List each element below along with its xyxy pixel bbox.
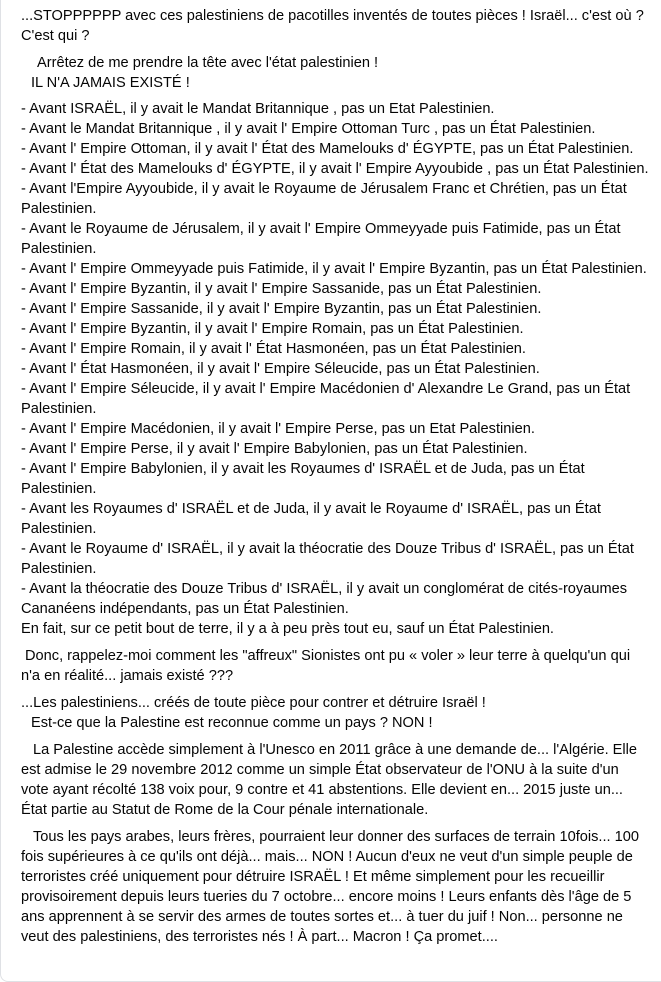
- chronology-item: - Avant ISRAËL, il y avait le Mandat Britannique , pas un Etat Palestinien.: [21, 101, 495, 117]
- chronology-item: - Avant l' Empire Ommeyyade puis Fatimide, il y avait l' Empire Byzantin, pas un État Palestinien.: [21, 261, 647, 277]
- creation-line: Est-ce que la Palestine est reconnue comme un pays ? NON !: [31, 715, 433, 731]
- intro-line: ...STOPPPPPP avec ces palestiniens de pacotilles inventés de toutes pièces ! Israël... c'est où ?: [21, 8, 644, 24]
- unesco-paragraph: La Palestine accède simplement à l'Unesco en 2011 grâce à une demande de... l'Algérie. Elle est admise le 29 novembre 2012 comme un simple État observateur de l'ONU à la suite d'un vote ayant récolté 138 voix pour, 9 contre et 41 abstentions. Elle devient en... 2015 juste un... État partie au Statut de Rome de la Cour pénale internationale.: [21, 742, 638, 818]
- arab-countries-paragraph: Tous les pays arabes, leurs frères, pourraient leur donner des surfaces de terrain 10fois... 100 fois supérieures à ce qu'ils ont déjà... mais... NON ! Aucun d'eux ne veut d'un simple peuple de terroristes créé uniquement pour détruire ISRAËL ! Et même simplement pour les recueillir provisoirement depuis leurs tueries du 7 octobre... encore moins ! Leurs enfants dès l'âge de 5 ans apprennent à se servir des armes de toutes sortes et... à tuer du juif ! Non... personne ne veut des palestiniens, des terroristes nés ! À part... Macron ! Ça promet....: [21, 829, 639, 945]
- stop-paragraph: [21, 53, 649, 93]
- chronology-item: - Avant l' Empire Romain, il y avait l' État Hasmonéen, pas un État Palestinien.: [21, 341, 526, 357]
- chronology-item: - Avant l' Empire Byzantin, il y avait l' Empire Romain, pas un État Palestinien.: [21, 321, 524, 337]
- chronology-item: - Avant l'Empire Ayyoubide, il y avait le Royaume de Jérusalem Franc et Chrétien, pas un État Palestinien.: [21, 181, 627, 217]
- intro-line: C'est qui ?: [21, 28, 90, 44]
- chronology-list: [21, 99, 649, 639]
- chronology-item: - Avant l' Empire Séleucide, il y avait l' Empire Macédonien d' Alexandre Le Grand, pas un État Palestinien.: [21, 381, 631, 417]
- stop-line: IL N'A JAMAIS EXISTÉ !: [31, 75, 190, 91]
- chronology-item: - Avant la théocratie des Douze Tribus d' ISRAËL, il y avait un conglomérat de cités-royaumes Cananéens indépendants, pas un État Palestinien.: [21, 581, 628, 617]
- chronology-item: - Avant l' Empire Byzantin, il y avait l' Empire Sassanide, pas un État Palestinien.: [21, 281, 542, 297]
- chronology-item: - Avant le Royaume d' ISRAËL, il y avait la théocratie des Douze Tribus d' ISRAËL, pas un État Palestinien.: [21, 541, 634, 577]
- chronology-item: - Avant l' Empire Ottoman, il y avait l' État des Mamelouks d' ÉGYPTE, pas un État Palestinien.: [21, 141, 634, 157]
- question-paragraph: Donc, rappelez-moi comment les "affreux" Sionistes ont pu « voler » leur terre à quelqu'un qui n'a en réalité... jamais existé ???: [21, 648, 631, 684]
- chronology-item: - Avant l' Empire Macédonien, il y avait l' Empire Perse, pas un Etat Palestinien.: [21, 421, 535, 437]
- creation-line: ...Les palestiniens... créés de toute pièce pour contrer et détruire Israël !: [21, 695, 486, 711]
- chronology-item: - Avant l' Empire Sassanide, il y avait l' Empire Byzantin, pas un État Palestinien.: [21, 301, 542, 317]
- chronology-item: - Avant le Royaume de Jérusalem, il y avait l' Empire Ommeyyade puis Fatimide, pas un État Palestinien.: [21, 221, 621, 257]
- chronology-item: - Avant l' Empire Perse, il y avait l' Empire Babylonien, pas un État Palestinien.: [21, 441, 528, 457]
- chronology-item: - Avant les Royaumes d' ISRAËL et de Juda, il y avait le Royaume d' ISRAËL, pas un État Palestinien.: [21, 501, 601, 537]
- stop-line: Arrêtez de me prendre la tête avec l'état palestinien !: [37, 55, 379, 71]
- chronology-item: - Avant l' État des Mamelouks d' ÉGYPTE, il y avait l' Empire Ayyoubide , pas un État Palestinien.: [21, 161, 649, 177]
- chronology-item: - Avant l' Empire Babylonien, il y avait les Royaumes d' ISRAËL et de Juda, pas un État Palestinien.: [21, 461, 585, 497]
- intro-paragraph: [21, 6, 649, 46]
- creation-paragraph: [21, 693, 649, 733]
- chronology-item: - Avant l' État Hasmonéen, il y avait l' Empire Séleucide, pas un État Palestinien.: [21, 361, 540, 377]
- chronology-item: - Avant le Mandat Britannique , il y avait l' Empire Ottoman Turc , pas un État Palestinien.: [21, 121, 596, 137]
- chronology-item: En fait, sur ce petit bout de terre, il y a à peu près tout eu, sauf un État Palestinien.: [21, 621, 554, 637]
